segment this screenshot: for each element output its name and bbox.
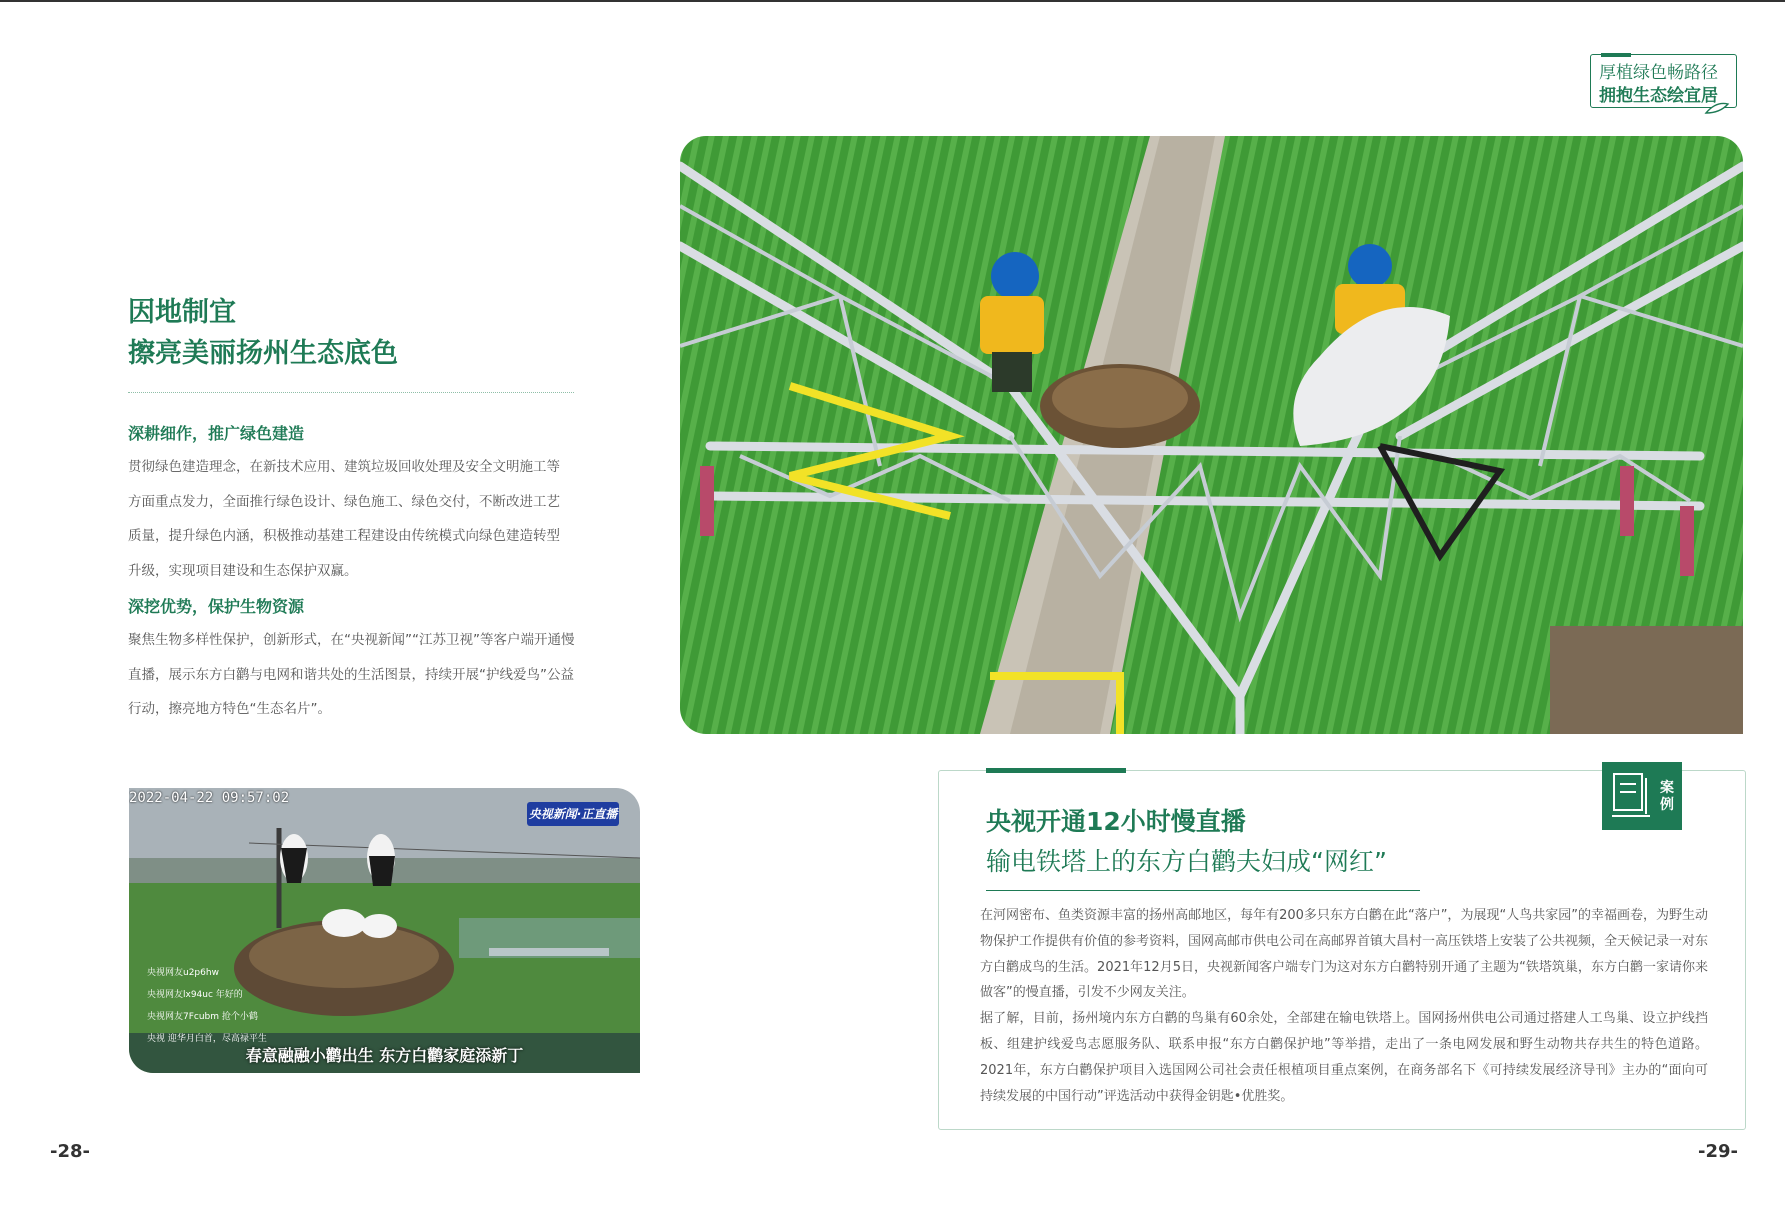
case-body — [980, 903, 1708, 1109]
video-caption: 春意融融小鹳出生 东方白鹳家庭添新丁 — [245, 1046, 524, 1065]
case-title-underline — [986, 890, 1420, 891]
badge-accent — [1601, 53, 1631, 57]
leaf-icon — [1704, 101, 1730, 115]
paragraph-line: 贯彻绿色建造理念，在新技术应用、建筑垃圾回收处理及安全文明施工等 — [128, 459, 560, 475]
case-paragraph: 在河网密布、鱼类资源丰富的扬州高邮地区，每年有200多只东方白鹳在此“落户”，为展现“人鸟共家园”的幸福画卷，为野生动物保护工作提供有价值的参考资料，国网高邮市供电公司在高邮界首镇大昌村一高压铁塔上安装了公共视频，全天候记录一对东方白鹳成鸟的生活。2021年12月5日，央视新闻客户端专门为这对东方白鹳特别开通了主题为“铁塔筑巢，东方白鹳一家请你来做客”的慢直播，引发不少网友关注。 — [980, 908, 1709, 1001]
subheading-biological-resources: 深挖优势，保护生物资源 — [128, 597, 305, 616]
tower-workers-photo — [680, 136, 1743, 734]
section-title-line2: 擦亮美丽扬州生态底色 — [128, 338, 398, 369]
paragraph-line: 方面重点发力，全面推行绿色设计、绿色施工、绿色交付，不断改进工艺 — [128, 493, 560, 510]
case-paragraph: 据了解，目前，扬州境内东方白鹳的鸟巢有60余处，全部建在输电铁塔上。国网扬州供电公司通过搭建人工鸟巢、设立护线挡板、组建护线爱鸟志愿服务队、联系申报“东方白鹳保护地”等举措，走出了一条电网发展和野生动物共存共生的特色道路。2021年，东方白鹳保护项目入选国网公司社会责任根植项目重点案例，在商务部名下《可持续发展经济导刊》主办的“面向可持续发展的中国行动”评选活动中获得金钥匙•优胜奖。 — [980, 1011, 1708, 1104]
tower-photo-illustration — [680, 136, 1743, 734]
paragraph-line: 质量，提升绿色内涵，积极推动基建工程建设由传统模式向绿色建造转型 — [128, 528, 560, 544]
page-number-left: -28- — [50, 1141, 90, 1162]
paragraph-green-construction — [128, 450, 578, 588]
case-subtitle: 输电铁塔上的东方白鹳夫妇成“网红” — [986, 847, 1387, 876]
case-icon — [1602, 762, 1682, 830]
paragraph-line: 行动，擦亮地方特色“生态名片”。 — [128, 701, 331, 717]
paragraph-line: 聚焦生物多样性保护，创新形式，在“央视新闻”“江苏卫视”等客户端开通慢 — [128, 632, 575, 648]
section-title-line1: 因地制宜 — [128, 297, 236, 328]
paragraph-line: 升级，实现项目建设和生态保护双赢。 — [128, 562, 358, 579]
document-icon — [1610, 770, 1654, 822]
live-comment: 央视网友u2p6hw — [147, 968, 219, 978]
header-badge — [1590, 54, 1737, 108]
subheading-green-construction: 深耕细作，推广绿色建造 — [128, 424, 305, 443]
live-stream-still — [129, 788, 640, 1073]
live-comment: 央视 迎华月白首，尽高禄平生 — [147, 1034, 267, 1044]
page-number-right: -29- — [1698, 1141, 1738, 1162]
paragraph-biological-resources — [128, 623, 578, 727]
live-comment: 央视网友lx94uc 年好的 — [147, 990, 243, 1000]
video-timestamp: 2022-04-22 09:57:02 — [129, 790, 290, 806]
case-title: 央视开通12小时慢直播 — [986, 807, 1246, 836]
live-comment: 央视网友7Fcubm 抢个小鹤 — [147, 1012, 258, 1022]
case-accent-bar — [986, 768, 1126, 773]
cctv-live-logo: 央视新闻·正直播 — [527, 802, 619, 826]
badge-line1: 厚植绿色畅路径 — [1599, 63, 1718, 83]
badge-line2: 拥抱生态绘宜居 — [1599, 86, 1718, 106]
section-title — [128, 292, 398, 374]
paragraph-line: 直播，展示东方白鹳与电网和谐共处的生活图景，持续开展“护线爱鸟”公益 — [128, 666, 574, 683]
top-rule — [0, 0, 1785, 2]
case-icon-label: 案例 — [1660, 780, 1674, 813]
dotted-divider — [128, 392, 574, 393]
